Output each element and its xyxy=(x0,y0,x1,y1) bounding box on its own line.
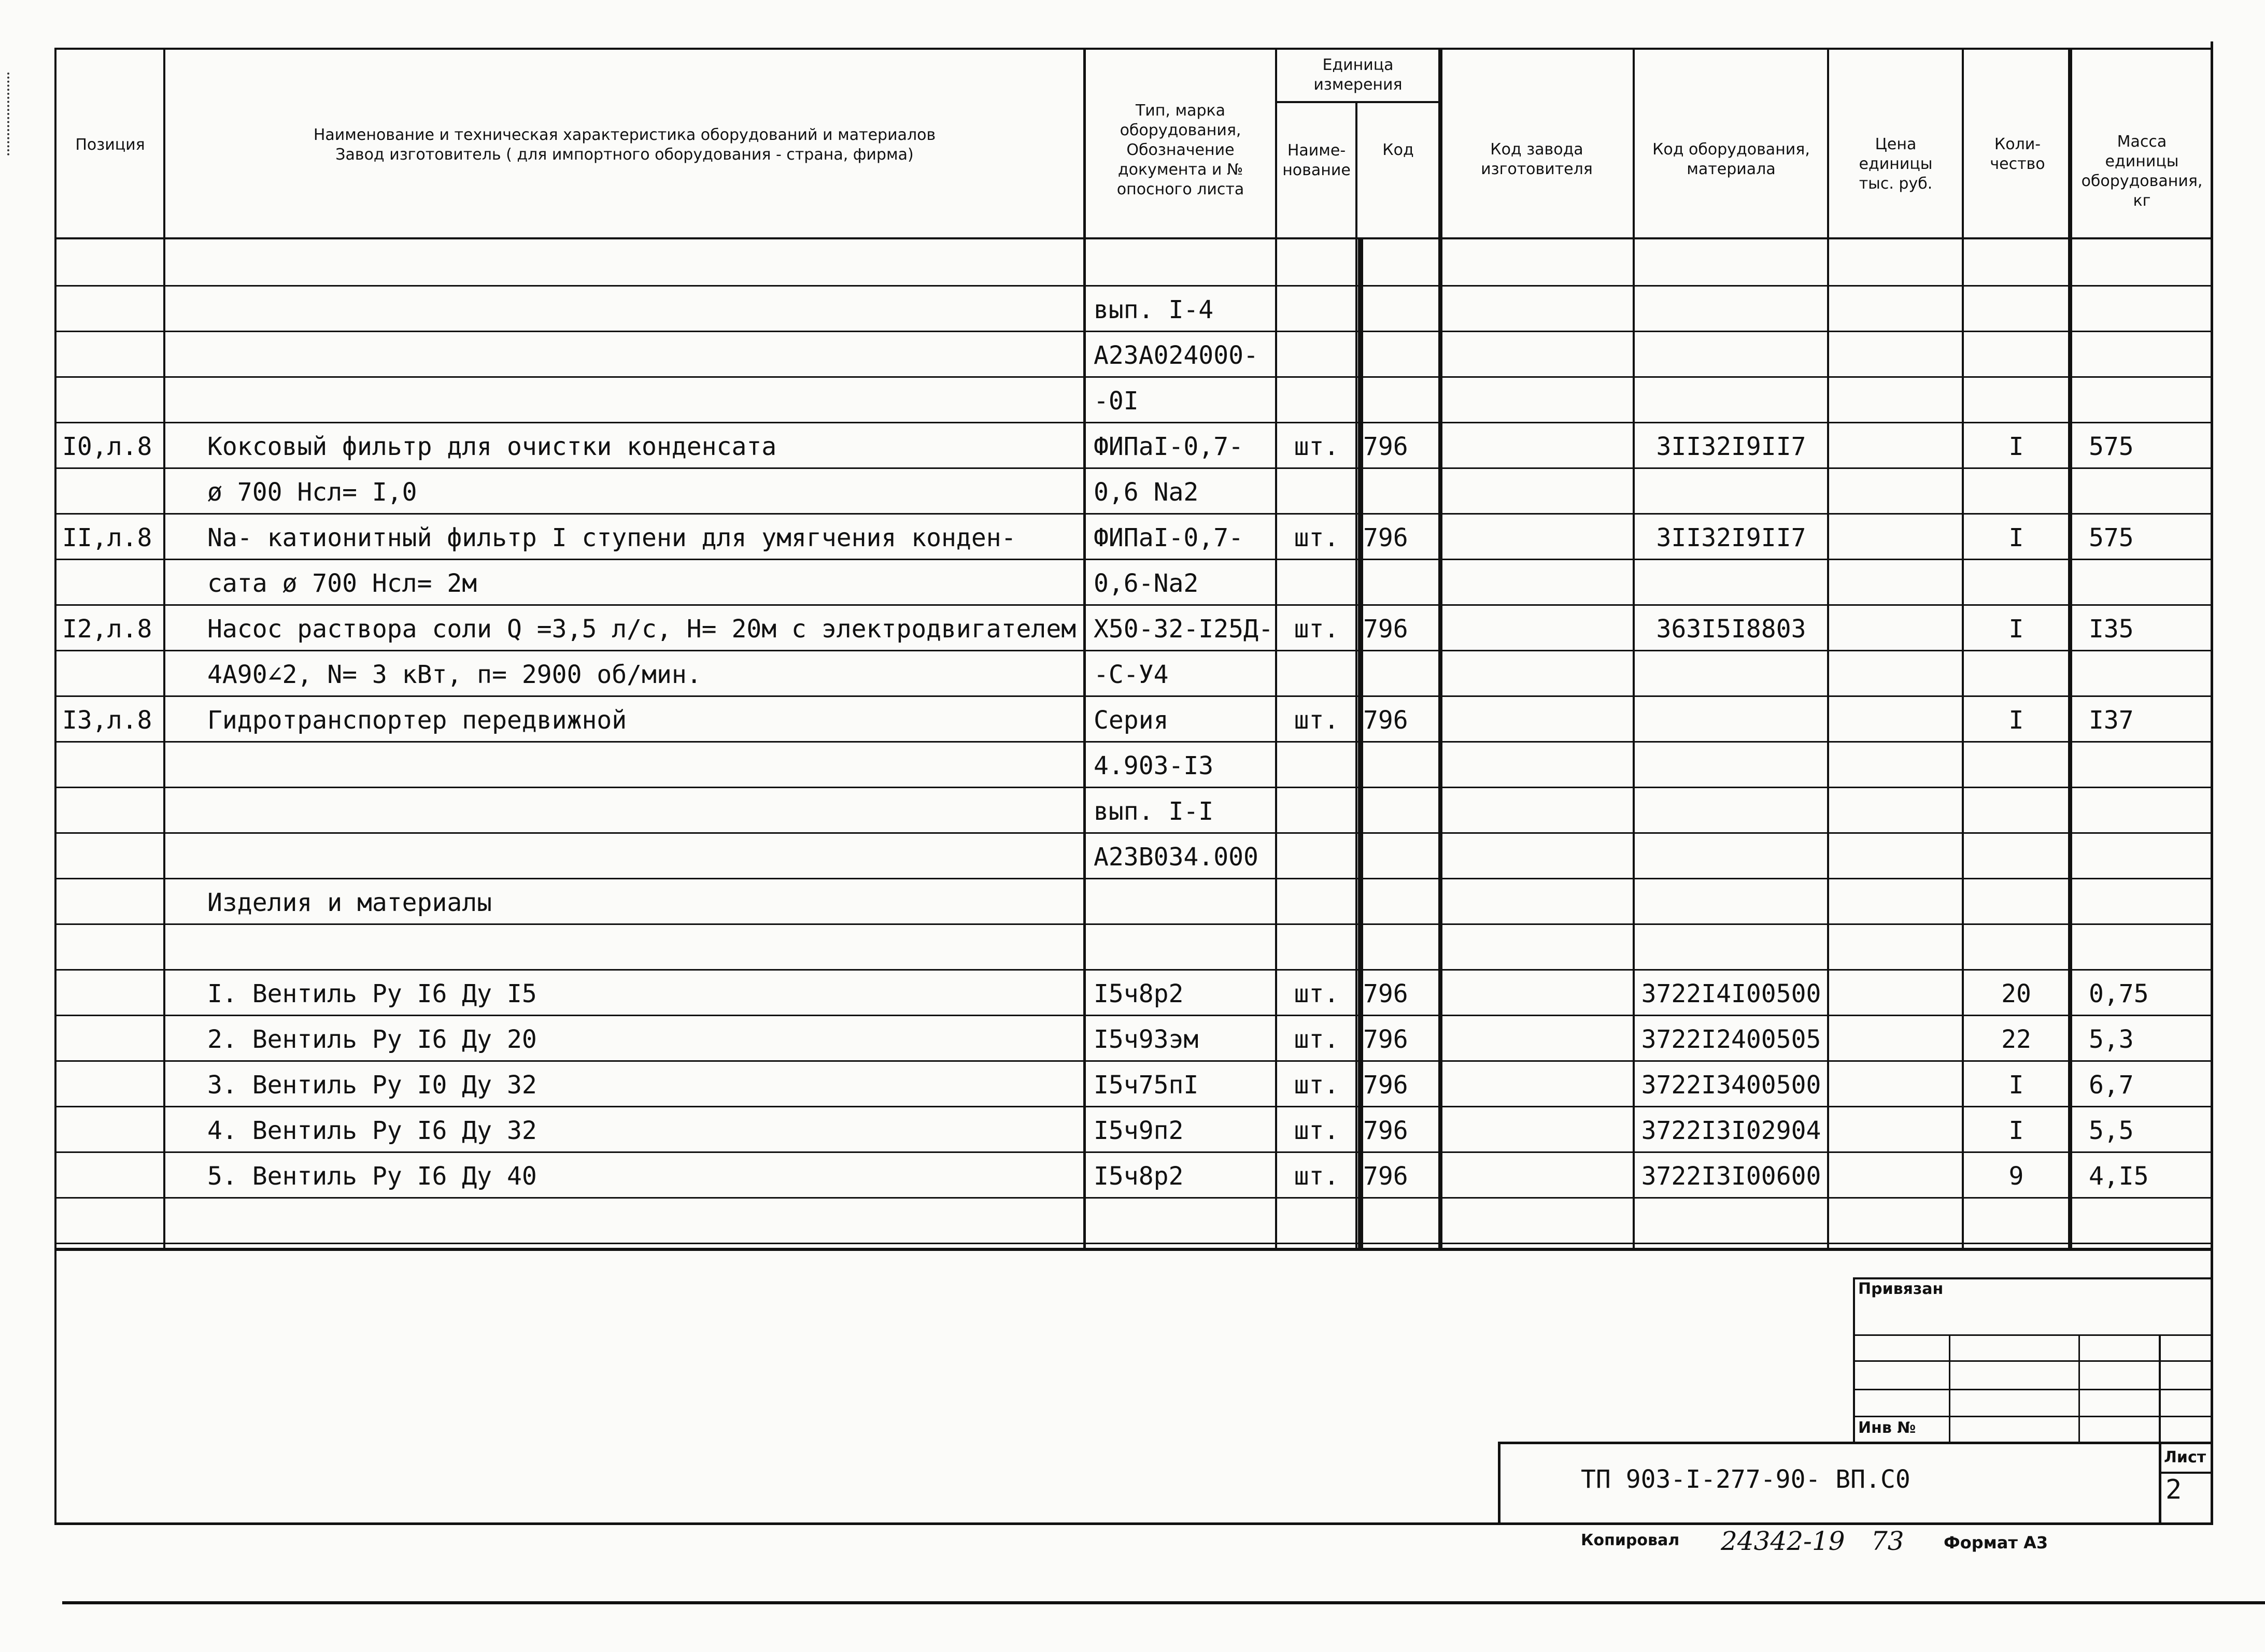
cell-type xyxy=(1094,933,1275,964)
cell-pos: I3,л.8 xyxy=(62,706,152,735)
cell-mass: 4,I5 xyxy=(2089,1162,2149,1191)
doc-block-left xyxy=(1498,1442,1500,1525)
cell-qty xyxy=(1964,887,2068,918)
cell-mass xyxy=(2089,933,2208,964)
cell-qty xyxy=(1964,659,2068,690)
cell-equip xyxy=(1635,477,1827,508)
cell-unit xyxy=(1278,750,1355,781)
margin-marks xyxy=(7,73,15,155)
cell-pos xyxy=(62,1161,163,1192)
cell-equip xyxy=(1635,705,1827,736)
cell-code xyxy=(1363,887,1436,918)
cell-unit xyxy=(1278,1206,1355,1237)
cell-type: вып. I-I xyxy=(1094,797,1214,826)
cell-equip xyxy=(1635,887,1827,918)
header-unit-name: Наиме- нование xyxy=(1282,141,1351,179)
cell-name: ø 700 Нсл= I,0 xyxy=(207,478,417,507)
cell-mass: 575 xyxy=(2089,432,2134,461)
cell-unit xyxy=(1278,386,1355,417)
cell-equip: 3722I3I00600 xyxy=(1641,1162,1821,1191)
cell-type: А23В034.000 xyxy=(1094,843,1258,872)
cell-name: 4А90∠2, N= 3 кВт, п= 2900 об/мин. xyxy=(207,660,702,689)
row-line xyxy=(54,969,2213,971)
cell-qty: I xyxy=(2008,706,2024,735)
cell-pos xyxy=(62,1206,163,1237)
cell-name xyxy=(207,340,1078,371)
cell-mass xyxy=(2089,294,2208,325)
col-divider-factory xyxy=(1633,48,1635,1250)
cell-pos: II,л.8 xyxy=(62,523,152,552)
cell-type: I5ч8р2 xyxy=(1094,1162,1184,1191)
cell-mass: 0,75 xyxy=(2089,979,2149,1008)
table-top-border xyxy=(54,48,2213,50)
cell-qty xyxy=(1964,933,2068,964)
footer-copied: Копировал xyxy=(1581,1531,1680,1549)
stamp-vline-3 xyxy=(2159,1334,2161,1443)
cell-qty: I xyxy=(2008,432,2024,461)
doc-code: ТП 903-I-277-90- ВП.С0 xyxy=(1581,1465,1910,1494)
cell-type: 4.903-I3 xyxy=(1094,751,1214,780)
cell-type: -0I xyxy=(1094,387,1139,416)
cell-code xyxy=(1363,294,1436,325)
cell-code: 796 xyxy=(1363,706,1408,735)
cell-unit: шт. xyxy=(1294,1071,1339,1100)
cell-unit xyxy=(1278,887,1355,918)
cell-mass xyxy=(2089,1206,2208,1237)
cell-unit: шт. xyxy=(1294,615,1339,644)
col-divider-equip xyxy=(1827,48,1829,1250)
row-line xyxy=(54,1015,2213,1016)
header-price: Цена единицы тыс. руб. xyxy=(1859,135,1933,193)
row-line xyxy=(54,1243,2213,1244)
cell-code: 796 xyxy=(1363,615,1408,644)
cell-type: I5ч9п2 xyxy=(1094,1116,1184,1145)
cell-pos xyxy=(62,1115,163,1146)
cell-unit xyxy=(1278,249,1355,280)
cell-type xyxy=(1094,887,1275,918)
row-line xyxy=(54,787,2213,788)
cell-unit: шт. xyxy=(1294,706,1339,735)
cell-name: Изделия и материалы xyxy=(207,888,492,917)
cell-pos: I2,л.8 xyxy=(62,615,152,644)
cell-code: 796 xyxy=(1363,432,1408,461)
cell-equip xyxy=(1635,842,1827,873)
col-divider-qty xyxy=(2068,48,2072,1250)
row-line xyxy=(54,1106,2213,1107)
col-divider-code xyxy=(1438,48,1442,1250)
cell-equip: 363I5I8803 xyxy=(1656,615,1806,644)
cell-pos xyxy=(62,659,163,690)
cell-equip xyxy=(1635,249,1827,280)
cell-type xyxy=(1094,1206,1275,1237)
col-divider-pos xyxy=(163,48,165,1250)
row-line xyxy=(54,878,2213,879)
cell-pos xyxy=(62,477,163,508)
cell-pos xyxy=(62,249,163,280)
cell-equip xyxy=(1635,340,1827,371)
cell-mass xyxy=(2089,659,2208,690)
cell-equip: 3722I2400505 xyxy=(1641,1025,1821,1054)
cell-type: Х50-32-I25Д- xyxy=(1094,615,1273,644)
row-line xyxy=(54,650,2213,651)
row-line xyxy=(54,741,2213,743)
bottom-rule xyxy=(62,1601,2265,1604)
cell-pos xyxy=(62,294,163,325)
header-unit-group: Единица измерения xyxy=(1313,56,1403,94)
cell-mass xyxy=(2089,340,2208,371)
cell-name xyxy=(207,842,1078,873)
cell-code xyxy=(1363,796,1436,827)
right-border xyxy=(2211,41,2213,1525)
header-quantity: Коли- чество xyxy=(1990,135,2045,173)
cell-equip: 3722I3I02904 xyxy=(1641,1116,1821,1145)
row-line xyxy=(54,513,2213,515)
cell-type: 0,6 Nа2 xyxy=(1094,478,1199,507)
cell-pos xyxy=(62,568,163,599)
cell-name: 2. Вентиль Ру I6 Ду 20 xyxy=(207,1025,537,1054)
row-line xyxy=(54,923,2213,925)
cell-pos xyxy=(62,386,163,417)
cell-type xyxy=(1094,249,1275,280)
cell-code xyxy=(1363,750,1436,781)
cell-qty xyxy=(1964,750,2068,781)
cell-name xyxy=(207,386,1078,417)
cell-mass: I35 xyxy=(2089,615,2134,644)
row-line xyxy=(54,1197,2213,1199)
cell-pos xyxy=(62,887,163,918)
footer-number: 24342-19 xyxy=(1721,1526,1845,1556)
cell-name xyxy=(207,796,1078,827)
cell-mass xyxy=(2089,386,2208,417)
cell-equip: 3II32I9II7 xyxy=(1656,523,1806,552)
cell-qty: I xyxy=(2008,615,2024,644)
cell-name xyxy=(207,294,1078,325)
cell-mass: I37 xyxy=(2089,706,2134,735)
cell-qty xyxy=(1964,340,2068,371)
header-type: Тип, марка оборудования, Обозначение документа и № опосного листа xyxy=(1116,102,1244,198)
cell-equip xyxy=(1635,1206,1827,1237)
cell-type: I5ч8р2 xyxy=(1094,979,1184,1008)
cell-type: Серия xyxy=(1094,706,1169,735)
header-mass: Масса единицы оборудования, кг xyxy=(2081,133,2203,210)
cell-code xyxy=(1363,842,1436,873)
sheet-label: Лист xyxy=(2164,1448,2206,1466)
cell-qty xyxy=(1964,1206,2068,1237)
cell-pos xyxy=(62,1024,163,1055)
cell-code xyxy=(1363,477,1436,508)
cell-type: вып. I-4 xyxy=(1094,295,1214,324)
cell-name xyxy=(207,249,1078,280)
header-factory-code: Код завода изготовителя xyxy=(1481,140,1593,178)
stamp-inv: Инв № xyxy=(1858,1419,1916,1437)
cell-equip xyxy=(1635,750,1827,781)
row-line xyxy=(54,285,2213,287)
cell-equip xyxy=(1635,933,1827,964)
cell-qty: I xyxy=(2008,1116,2024,1145)
sheet-number: 2 xyxy=(2165,1474,2182,1505)
row-line xyxy=(54,832,2213,834)
cell-equip: 3II32I9II7 xyxy=(1656,432,1806,461)
cell-pos: I0,л.8 xyxy=(62,432,152,461)
cell-equip: 3722I3400500 xyxy=(1641,1071,1821,1100)
cell-unit xyxy=(1278,477,1355,508)
doc-block-top xyxy=(1498,1442,2213,1444)
header-bottom-border xyxy=(54,237,2213,239)
cell-mass: 575 xyxy=(2089,523,2134,552)
cell-unit xyxy=(1278,933,1355,964)
cell-code xyxy=(1363,386,1436,417)
stamp-vline-1 xyxy=(1949,1334,1950,1443)
cell-equip xyxy=(1635,386,1827,417)
unit-group-divider xyxy=(1275,101,1441,103)
cell-code: 796 xyxy=(1363,979,1408,1008)
cell-code: 796 xyxy=(1363,1025,1408,1054)
cell-unit xyxy=(1278,659,1355,690)
cell-name: Насос раствора соли Q =3,5 л/с, Н= 20м с электродвигателем xyxy=(207,615,1077,644)
cell-mass: 5,5 xyxy=(2089,1116,2134,1145)
cell-type: I5ч75пI xyxy=(1094,1071,1199,1100)
cell-mass xyxy=(2089,750,2208,781)
cell-qty xyxy=(1964,568,2068,599)
col-divider-unit xyxy=(1355,101,1357,1250)
row-line xyxy=(54,376,2213,378)
cell-type: I5ч93эм xyxy=(1094,1025,1199,1054)
cell-name: 4. Вентиль Ру I6 Ду 32 xyxy=(207,1116,537,1145)
cell-pos xyxy=(62,842,163,873)
cell-equip xyxy=(1635,294,1827,325)
cell-unit: шт. xyxy=(1294,1116,1339,1145)
table-bottom-border xyxy=(54,1248,2213,1251)
cell-code xyxy=(1363,659,1436,690)
cell-type: А23А024000- xyxy=(1094,341,1258,370)
cell-mass xyxy=(2089,796,2208,827)
cell-unit: шт. xyxy=(1294,523,1339,552)
cell-code xyxy=(1363,933,1436,964)
header-unit-code: Код xyxy=(1382,141,1414,159)
stamp-vline-2 xyxy=(2078,1334,2080,1443)
cell-qty xyxy=(1964,477,2068,508)
cell-name xyxy=(207,1206,1078,1237)
cell-unit: шт. xyxy=(1294,1162,1339,1191)
cell-pos xyxy=(62,978,163,1009)
cell-pos xyxy=(62,1070,163,1101)
cell-equip xyxy=(1635,659,1827,690)
cell-equip xyxy=(1635,796,1827,827)
cell-code: 796 xyxy=(1363,1162,1408,1191)
header-equipment-code: Код оборудования, материала xyxy=(1652,140,1810,178)
cell-name xyxy=(207,750,1078,781)
cell-unit xyxy=(1278,842,1355,873)
cell-code xyxy=(1363,340,1436,371)
cell-qty: I xyxy=(2008,1071,2024,1100)
cell-mass xyxy=(2089,842,2208,873)
row-line xyxy=(54,695,2213,697)
cell-name: Nа- катионитный фильтр I ступени для умягчения конден- xyxy=(207,523,1016,552)
row-line xyxy=(54,331,2213,332)
col-divider-type xyxy=(1275,48,1277,1250)
cell-qty: 22 xyxy=(2001,1025,2031,1054)
cell-name: сата ø 700 Нсл= 2м xyxy=(207,569,477,598)
cell-qty: I xyxy=(2008,523,2024,552)
cell-qty xyxy=(1964,294,2068,325)
cell-mass xyxy=(2089,887,2208,918)
cell-qty: 20 xyxy=(2001,979,2031,1008)
cell-code: 796 xyxy=(1363,1116,1408,1145)
cell-name xyxy=(207,933,1078,964)
cell-mass xyxy=(2089,477,2208,508)
cell-unit: шт. xyxy=(1294,979,1339,1008)
cell-type: ФИПаI-0,7- xyxy=(1094,432,1243,461)
col-divider-price xyxy=(1962,48,1964,1250)
row-line xyxy=(54,422,2213,423)
cell-code: 796 xyxy=(1363,1071,1408,1100)
cell-qty xyxy=(1964,842,2068,873)
cell-pos xyxy=(62,796,163,827)
footer-num2: 73 xyxy=(1871,1526,1904,1556)
cell-unit: шт. xyxy=(1294,432,1339,461)
cell-equip: 3722I4I00500 xyxy=(1641,979,1821,1008)
header-position: Позиция xyxy=(75,136,145,154)
cell-code: 796 xyxy=(1363,523,1408,552)
cell-unit: шт. xyxy=(1294,1025,1339,1054)
cell-mass: 6,7 xyxy=(2089,1071,2134,1100)
cell-name: Гидротранспортер передвижной xyxy=(207,706,627,735)
cell-type: ФИПаI-0,7- xyxy=(1094,523,1243,552)
cell-unit xyxy=(1278,796,1355,827)
cell-equip xyxy=(1635,568,1827,599)
frame-bottom xyxy=(54,1522,2213,1525)
cell-unit xyxy=(1278,294,1355,325)
row-line xyxy=(54,467,2213,469)
cell-pos xyxy=(62,340,163,371)
cell-name: 5. Вентиль Ру I6 Ду 40 xyxy=(207,1162,537,1191)
header-name: Наименование и техническая характеристика оборудований и материалов Завод изготовитель ( для импортного оборудования - страна, фирма) xyxy=(313,126,936,164)
row-line xyxy=(54,1060,2213,1062)
cell-code xyxy=(1363,568,1436,599)
row-line xyxy=(54,1151,2213,1153)
col-divider-unit-bold xyxy=(1358,237,1363,1250)
cell-qty xyxy=(1964,796,2068,827)
cell-name: 3. Вентиль Ру I0 Ду 32 xyxy=(207,1071,537,1100)
cell-unit xyxy=(1278,568,1355,599)
cell-mass xyxy=(2089,568,2208,599)
cell-mass xyxy=(2089,249,2208,280)
cell-code xyxy=(1363,249,1436,280)
cell-type: -С-У4 xyxy=(1094,660,1169,689)
sheet-divider xyxy=(2159,1472,2213,1474)
col-divider-name xyxy=(1083,48,1086,1250)
cell-mass: 5,3 xyxy=(2089,1025,2134,1054)
cell-pos xyxy=(62,933,163,964)
stamp-bound: Привязан xyxy=(1858,1280,1944,1298)
row-line xyxy=(54,604,2213,606)
cell-name: Коксовый фильтр для очистки конденсата xyxy=(207,432,777,461)
cell-qty xyxy=(1964,386,2068,417)
cell-code xyxy=(1363,1206,1436,1237)
stamp-top-line xyxy=(1853,1277,2213,1279)
cell-name: I. Вентиль Ру I6 Ду I5 xyxy=(207,979,537,1008)
cell-unit xyxy=(1278,340,1355,371)
doc-block-sheet-divider xyxy=(2159,1442,2161,1525)
cell-qty: 9 xyxy=(2008,1162,2024,1191)
cell-qty xyxy=(1964,249,2068,280)
cell-pos xyxy=(62,750,163,781)
left-border xyxy=(54,48,56,1525)
cell-type: 0,6-Nа2 xyxy=(1094,569,1199,598)
row-line xyxy=(54,559,2213,560)
footer-format: Формат А3 xyxy=(1944,1533,2048,1553)
